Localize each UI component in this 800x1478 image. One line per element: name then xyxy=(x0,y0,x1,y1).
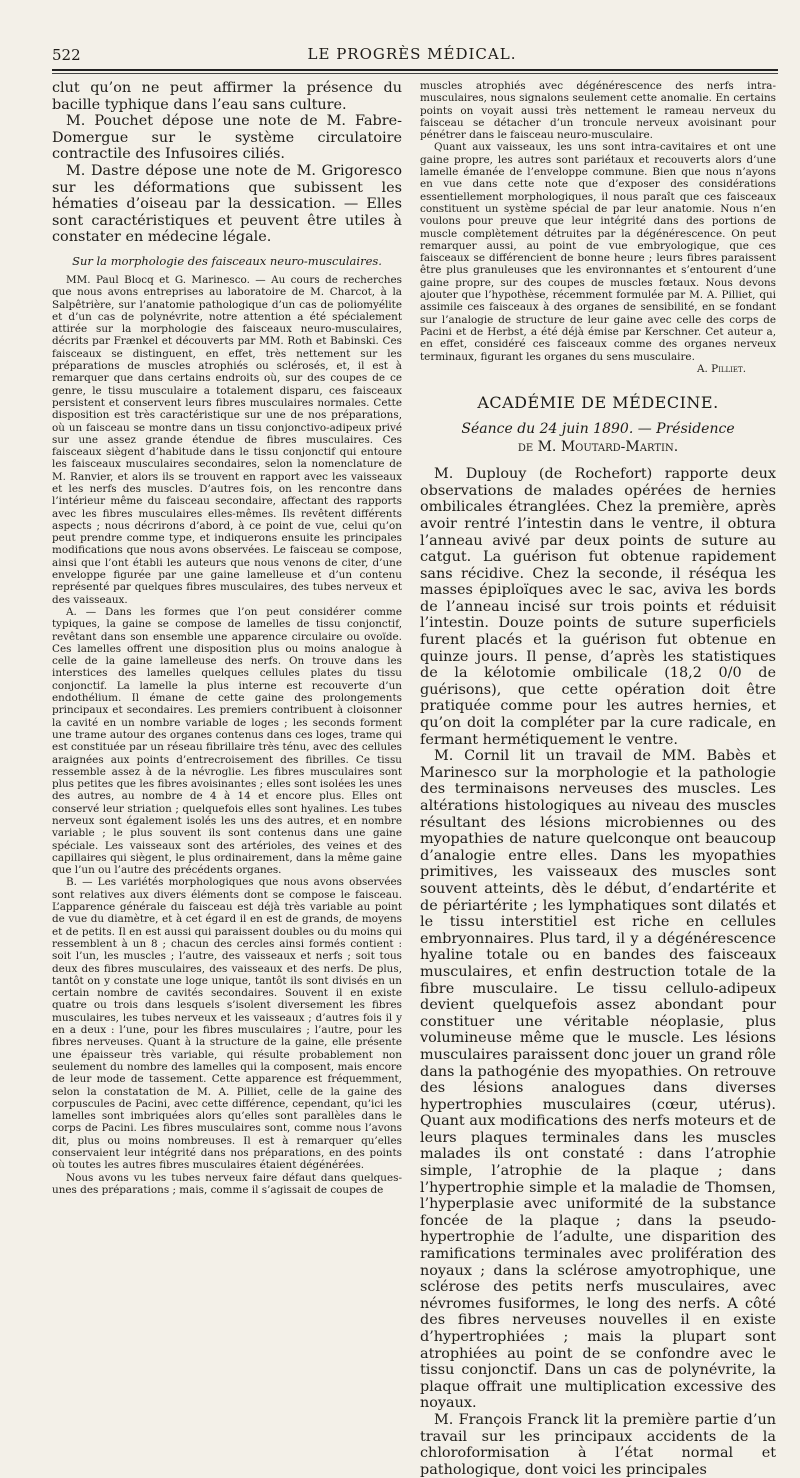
page-header xyxy=(52,44,772,66)
running-title: LE PROGRÈS MÉDICAL. xyxy=(307,45,517,63)
paragraph: A. — Dans les formes que l’on peut considérer comme typiques, la gaine se compose de lamelles de tissu conjonctif, revêtant dans son ensemble une apparence circulaire ou ovoïde. Ces lamelles offrent une disposition plus ou moins analogue à celle de la gaine lamelleuse des nerfs. On trouve dans les interstices des lamelles quelques cellules plates du tissu conjonctif. La lamelle la plus interne est recouverte d’un endothélium. Il émane de cette gaine des prolongements principaux et secondaires. Les premiers contribuent à cloisonner la cavité en un nombre variable de loges ; les seconds forment une trame autour des organes contenus dans ces loges, trame qui est constituée par un réseau fibrillaire très ténu, avec des cellules araignées aux points d’entrecroisement des fibrilles. Ce tissu ressemble assez à de la névroglie. Les fibres musculaires sont plus petites que les fibres avoisinantes ; elles sont isolées les unes des autres, au nombre de 4 à 14 et encore plus. Elles ont conservé leur striation ; quelquefois elles sont hyalines. Les tubes nerveux sont également isolés les uns des autres, et en nombre variable ; le plus souvent ils sont contenus dans une gaine spéciale. Les vaisseaux sont des artérioles, des veines et des capillaires qui siègent, le plus ordinairement, dans la même gaine que l’un ou l’autre des précédents organes. xyxy=(52,605,402,877)
paragraph: Quant aux vaisseaux, les uns sont intra-cavitaires et ont une gaine propre, les autres sont pariétaux et recouverts alors d’une lamelle émanée de l’enveloppe commune. Bien que nous n’ayons en vue dans cette note que d’exposer des considérations essentiellement morphologiques, il nous paraît que ces faisceaux constituent un système spécial de par leur anatomie. Nous n’en voulons pour preuve que leur intégrité dans des portions de muscle complètement détruites par la dégénérescence. On peut remarquer aussi, au point de vue embryologique, que ces faisceaux se différencient de bonne heure ; leurs fibres paraissent être plus granuleuses que les environnantes et s’entourent d’une gaine propre, sur des coupes de muscles fœtaux. Nous devons ajouter que l’hypothèse, récemment formulée par M. A. Pilliet, qui assimile ces faisceaux à des organes de sensibilité, en se fondant sur l’analogie de structure de leur gaine avec celle des corps de Pacini et de Herbst, a été déjà émise par Kerschner. Cet auteur a, en effet, considéré ces faisceaux comme des organes nerveux terminaux, figurant les organes du sens musculaire. xyxy=(420,141,776,363)
right-column xyxy=(420,80,776,1478)
left-column xyxy=(52,80,402,1196)
paragraph: M. Pouchet dépose une note de M. Fabre-Domergue sur le système circulatoire contractile des Infusoires ciliés. xyxy=(52,113,402,163)
author-signature: A. Pilliet. xyxy=(696,362,746,375)
section-title: Sur la morphologie des faisceaux neuro-musculaires. xyxy=(72,253,382,268)
header-rule-thin xyxy=(52,73,778,74)
paragraph: M. Dastre dépose une note de M. Grigoresco sur les déformations que subissent les hématies d’oiseau par la dessication. — Elles sont caractéristiques et peuvent être utiles à constater en médecine légale. xyxy=(52,162,402,246)
paragraph: muscles atrophiés avec dégénérescence des nerfs intra-musculaires, nous signalons seulement cette anomalie. En certains points on voyait aussi très nettement le rameau nerveux du faisceau se détacher d’un troncule nerveux avoisinant pour pénétrer dans le faisceau neuro-musculaire. xyxy=(420,80,776,142)
paragraph: M. François Franck lit la première partie d’un travail sur les principaux accidents de la chloroformisation à l’état normal et pathologique, dont voici les principales xyxy=(420,1411,776,1478)
paragraph: clut qu’on ne peut affirmer la présence du bacille typhique dans l’eau sans culture. xyxy=(52,80,402,113)
paragraph: M. Cornil lit un travail de MM. Babès et Marinesco sur la morphologie et la pathologie des terminaisons nerveuses des muscles. Les altérations histologiques au niveau des muscles résultant des lésions microbiennes ou des myopathies de nature quelconque ont beaucoup d’analogie entre elles. Dans les myopathies primitives, les vaisseaux des muscles sont souvent atteints, dès le début, d’endartérite et de périartérite ; les lymphatiques sont dilatés et le tissu interstitiel est riche en cellules embryonnaires. Plus tard, il y a dégénérescence hyaline totale ou en bandes des faisceaux musculaires, et enfin destruction totale de la fibre musculaire. Le tissu cellulo-adipeux devient quelquefois assez abondant pour constituer une véritable néoplasie, plus volumineuse même que le muscle. Les lésions musculaires paraissent donc jouer un grand rôle dans la pathogénie des myopathies. On retrouve des lésions analogues dans diverses hypertrophies musculaires (cœur, utérus). Quant aux modifications des nerfs moteurs et de leurs plaques terminales dans les muscles malades ils ont constaté : dans l’atrophie simple, l’atrophie de la plaque ; dans l’hypertrophie simple et la maladie de Thomsen, l’hyperplasie avec uniformité de la substance foncée de la plaque ; dans la pseudo-hypertrophie de l’adulte, une disparition des ramifications terminales avec prolifération des noyaux ; dans la sclérose amyotrophique, une sclérose des petits nerfs musculaires, avec névromes fusiformes, le long des nerfs. A côté des fibres nerveuses nouvelles il en existe d’hypertrophiées ; mais la plupart sont atrophiées au point de se confondre avec le tissu conjonctif. Dans un cas de polynévrite, la plaque offrait une multiplication excessive des noyaux. xyxy=(420,748,776,1412)
paragraph: M. Duplouy (de Rochefort) rapporte deux observations de malades opérées de hernies ombilicales étranglées. Chez la première, après avoir rentré l’intestin dans le ventre, il obtura l’anneau avivé par deux points de suture au catgut. La guérison fut obtenue rapidement sans récidive. Chez la seconde, il réséqua les masses épiploïques avec le sac, aviva les bords de l’anneau incisé sur trois points et réduisit l’intestin. Douze points de suture superficiels furent placés et la guérison fut obtenue en quinze jours. Il pense, d’après les statistiques de la kélotomie ombilicale (18,2 0/0 de guérisons), que cette opération doit être pratiquée comme pour les autres hernies, et qu’on doit la compléter par la cure radicale, en fermant hermétiquement le ventre. xyxy=(420,466,776,748)
paragraph: B. — Les variétés morphologiques que nous avons observées sont relatives aux divers éléments dont se compose le faisceau. L’apparence générale du faisceau est déjà très variable au point de vue du diamètre, et à cet égard il en est de grands, de moyens et de petits. Il en est aussi qui paraissent doubles ou du moins qui ressemblent à un 8 ; chacun des cercles ainsi formés contient : soit l’un, les muscles ; l’autre, des vaisseaux et nerfs ; soit tous deux des fibres musculaires, des vaisseaux et des nerfs. De plus, tantôt on y constate une loge unique, tantôt ils sont divisés en un certain nombre de cavités secondaires. Souvent il en existe quatre ou trois dans lesquels s’isolent diversement les fibres musculaires, les tubes nerveux et les vaisseaux ; d’autres fois il y en a deux : l’une, pour les fibres musculaires ; l’autre, pour les fibres nerveuses. Quant à la structure de la gaine, elle présente une épaisseur très variable, qui résulte probablement non seulement du nombre des lamelles qui la composent, mais encore de leur mode de tassement. Cette apparence est fréquemment, selon la constatation de M. A. Pilliet, celle de la gaine des corpuscules de Pacini, avec cette différence, cependant, qu’ici les lamelles sont imbriquées alors qu’elles sont parallèles dans le corps de Pacini. Les fibres musculaires sont, comme nous l’avons dit, plus ou moins nombreuses. Il est à remarquer qu’elles conservaient leur intégrité dans nos préparations, en des points où toutes les autres fibres musculaires étaient dégénérées. xyxy=(52,876,402,1172)
session-date: Séance du 24 juin 1890. — Présidence xyxy=(461,421,735,438)
paragraph: Nous avons vu les tubes nerveux faire défaut dans quelques-unes des préparations ; mais, comme il s’agissait de coupes de xyxy=(52,1171,402,1196)
session-president: de M. Moutard-Martin. xyxy=(517,439,679,456)
paragraph: MM. Paul Blocq et G. Marinesco. — Au cours de recherches que nous avons entreprises au laboratoire de M. Charcot, à la Salpêtrière, sur l’anatomie pathologique d’un cas de poliomyélite et d’un cas de polynévrite, notre attention a été spécialement attirée sur la morphologie des faisceaux neuro-musculaires, décrits par Frænkel et découverts par MM. Roth et Babinski. Ces faisceaux se distinguent, en effet, très nettement sur les préparations de muscles atrophiés ou sclérosés, et, il est à remarquer que dans certains endroits où, sur des coupes de ce genre, le tissu musculaire a totalement disparu, ces faisceaux persistent et conservent leurs fibres musculaires normales. Cette disposition est très caractéristique sur une de nos préparations, où un faisceau se montre dans un tissu conjonctivo-adipeux privé sur une assez grande étendue de fibres musculaires. Ces faisceaux siègent d’habitude dans le tissu conjonctif qui entoure les faisceaux musculaires secondaires, selon la nomenclature de M. Ranvier, et alors ils se trouvent en rapport avec les vaisseaux et les nerfs des muscles. D’autres fois, on les rencontre dans l’intérieur même du faisceau secondaire, affectant des rapports avec les fibres musculaires elles-mêmes. Ils revêtent différents aspects ; nous décrirons d’abord, à ce point de vue, celui qu’on peut prendre comme type, et indiquerons ensuite les principales modifications que nous avons observées. Le faisceau se compose, ainsi que l’ont établi les auteurs que nous venons de citer, d’une enveloppe figurée par une gaine lamelleuse et d’un contenu représenté par quelques fibres musculaires, des tubes nerveux et des vaisseaux. xyxy=(52,273,402,606)
section-heading: ACADÉMIE DE MÉDECINE. xyxy=(477,393,719,413)
header-rule xyxy=(52,69,778,71)
page-number: 522 xyxy=(52,46,81,64)
